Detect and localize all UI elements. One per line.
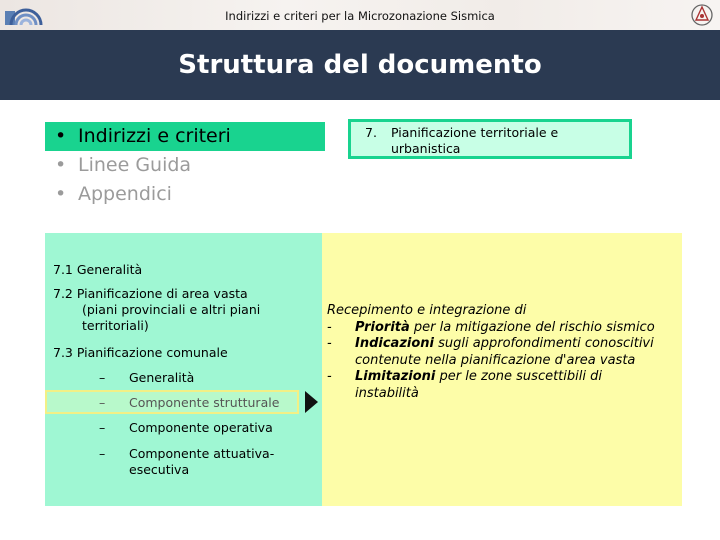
bullet-label: Appendici (78, 183, 172, 205)
emblem-icon (690, 3, 714, 27)
section-heading-box (348, 119, 632, 159)
toc-sub-generalita[interactable] (99, 370, 299, 388)
bullet-item-appendici[interactable] (45, 180, 325, 209)
bullet-label: Linee Guida (78, 154, 192, 176)
detail-keyword: Priorità (355, 319, 410, 335)
toc-line: territoriali) (82, 318, 149, 333)
section-title: Pianificazione territoriale e urbanistica (391, 125, 559, 156)
sub-label: Generalità (129, 370, 195, 385)
detail-dash: - (327, 369, 332, 384)
toc-sub-strutturale[interactable] (45, 390, 299, 414)
bullet-label: Indirizzi e criteri (78, 125, 231, 147)
bullet-item-linee-guida[interactable] (45, 151, 325, 180)
detail-rest: per le zone suscettibili di instabilità (355, 369, 602, 401)
sub-label: Componente attuativa- (129, 446, 275, 461)
detail-intro: Recepimento e integrazione di (327, 303, 527, 318)
toc-sub-attuativa[interactable] (99, 446, 309, 480)
header-bar (0, 0, 720, 30)
bullet-item-indirizzi[interactable] (45, 122, 325, 151)
sub-label: Componente operativa (129, 420, 273, 435)
sub-dash: – (99, 370, 106, 385)
detail-item-limitazioni (327, 369, 657, 402)
detail-dash: - (327, 336, 332, 351)
toc-item-area-vasta[interactable] (53, 286, 313, 334)
bullet-list (45, 122, 325, 209)
detail-rest: sugli approfondimenti conoscitivi contenute nella pianificazione d'area vasta (355, 336, 654, 368)
toc-line: 7.2 Pianificazione di area vasta (53, 286, 248, 301)
sub-dash: – (99, 395, 106, 410)
pointer-arrow-icon (305, 391, 318, 413)
detail-text (327, 303, 657, 402)
detail-keyword: Limitazioni (355, 369, 436, 384)
toc-line: (piani provinciali e altri piani (82, 302, 261, 317)
bullet-marker: • (55, 125, 67, 147)
detail-keyword: Indicazioni (355, 336, 434, 351)
sub-dash: – (99, 446, 106, 461)
detail-item-indicazioni (327, 336, 657, 369)
detail-dash: - (327, 319, 332, 335)
bullet-marker: • (55, 183, 67, 205)
detail-rest: per la mitigazione del rischio sismico (409, 319, 655, 335)
slide-title: Struttura del documento (178, 50, 542, 80)
sub-dash: – (99, 420, 106, 435)
toc-sub-operativa[interactable] (99, 420, 299, 438)
detail-item-priorita (327, 320, 657, 337)
sub-label: Componente strutturale (129, 395, 280, 410)
section-number: 7. (365, 125, 377, 140)
toc-item-generalita[interactable]: 7.1 Generalità (53, 262, 143, 277)
bullet-marker: • (55, 154, 67, 176)
toc-item-comunale[interactable]: 7.3 Pianificazione comunale (53, 345, 228, 360)
header-title: Indirizzi e criteri per la Microzonazione Sismica (225, 9, 495, 23)
sub-label-continued: esecutiva (129, 462, 190, 477)
